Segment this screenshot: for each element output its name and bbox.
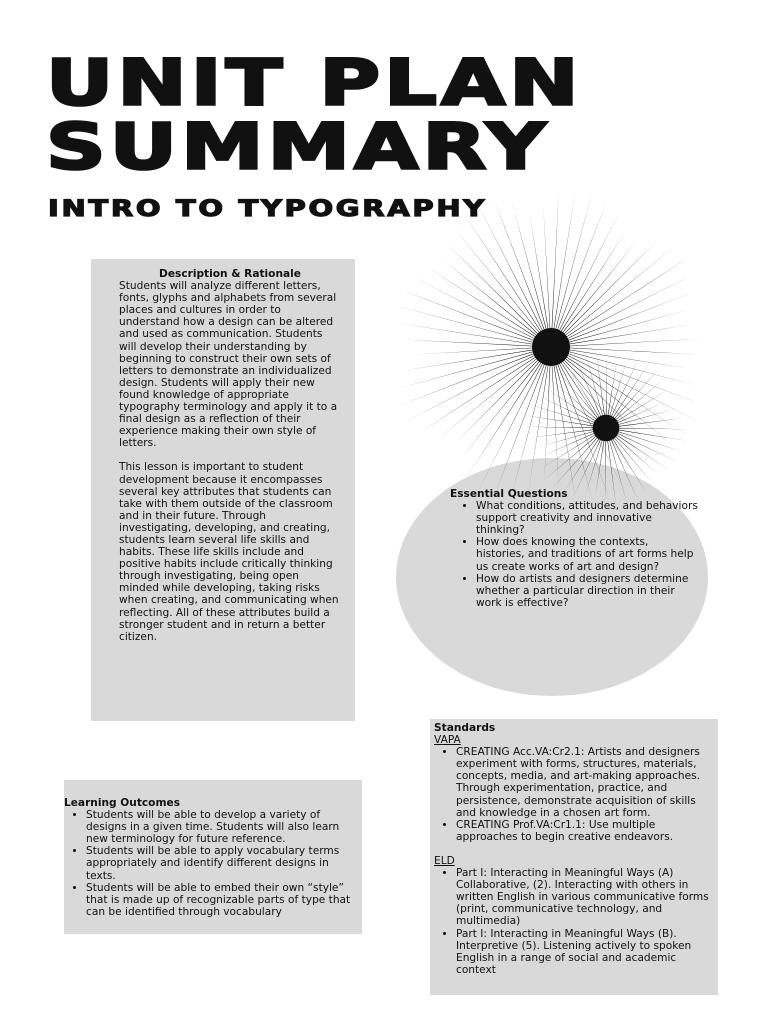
starburst-core: [532, 328, 570, 366]
vapa-standard-item: • CREATING Prof.VA:Cr1.1: Use multiple approaches to begin creative endeavors.: [456, 819, 714, 843]
eld-standard-item: • Part I: Interacting in Meaningful Ways (B). Interpretive (5). Listening actively to spoken English in a range of social and academic context: [456, 928, 714, 976]
essential-questions-heading: Essential Questions: [450, 488, 568, 500]
learning-outcome-item: • Students will be able to embed their own “style” that is made up of recognizable parts of type that can be identified through vocabulary: [86, 882, 354, 918]
vapa-label: VAPA: [434, 734, 461, 747]
vapa-standard-item: • CREATING Acc.VA:Cr2.1: Artists and designers experiment with forms, structures, materials, concepts, media, and art-making approaches. Through experimentation, practice, and persistence, demonstrate acquisition of skills and knowledge in a chosen art form.: [456, 746, 714, 819]
essential-question-item: • How does knowing the contexts, histories, and traditions of art forms help us create works of art and design?: [476, 536, 700, 572]
description-paragraph-2: This lesson is important to student development because it encompasses several key attributes that students can take with them outside of the classroom and in their future. Through investigating, developing, and creating, students learn several life skills and habits. These life skills include and positive habits include critically thinking through investigating, being open minded while developing, taking risks when creating, and communicating when reflecting. All of these attributes build a stronger student and in return a better citizen.: [119, 461, 339, 643]
learning-outcomes-list: [64, 809, 354, 918]
essential-questions-list: [450, 500, 700, 609]
title-line-2: SUMMARY: [46, 110, 550, 185]
standards-box: [430, 719, 718, 995]
title-line-1: UNIT PLAN: [46, 46, 583, 121]
eld-list: [434, 867, 714, 976]
eld-standard-item: • Part I: Interacting in Meaningful Ways (A) Collaborative, (2). Interacting with others in written English in various communicative forms (print, communicative technology, and multimedia): [456, 867, 714, 927]
starburst-core: [593, 415, 620, 442]
learning-outcomes-box: [64, 780, 362, 934]
eld-label: ELD: [434, 854, 455, 867]
standards-heading: Standards: [434, 722, 496, 734]
learning-outcome-item: • Students will be able to apply vocabulary terms appropriately and identify different designs in texts.: [86, 845, 354, 881]
description-box: [91, 259, 355, 721]
subtitle: INTRO TO TYPOGRAPHY: [48, 197, 487, 222]
vapa-list: [434, 746, 714, 843]
description-paragraph-1: Students will analyze different letters, fonts, glyphs and alphabets from several places and cultures in order to understand how a design can be altered and used as communication. Students will develop their understanding by beginning to construct their own sets of letters to demonstrate an individualized design. Students will apply their new found knowledge of appropriate typography terminology and apply it to a final design as a reflection of their experience making their own style of letters.: [119, 280, 338, 450]
essential-question-item: • How do artists and designers determine whether a particular direction in their work is effective?: [476, 573, 700, 609]
learning-outcomes-heading: Learning Outcomes: [64, 797, 180, 809]
description-heading: Description & Rationale: [159, 268, 301, 280]
essential-questions: [450, 488, 700, 609]
essential-question-item: • What conditions, attitudes, and behaviors support creativity and innovative thinking?: [476, 500, 700, 536]
learning-outcome-item: • Students will be able to develop a variety of designs in a given time. Students will also learn new terminology for future reference.: [86, 809, 354, 845]
large-starburst-icon: [393, 186, 705, 505]
